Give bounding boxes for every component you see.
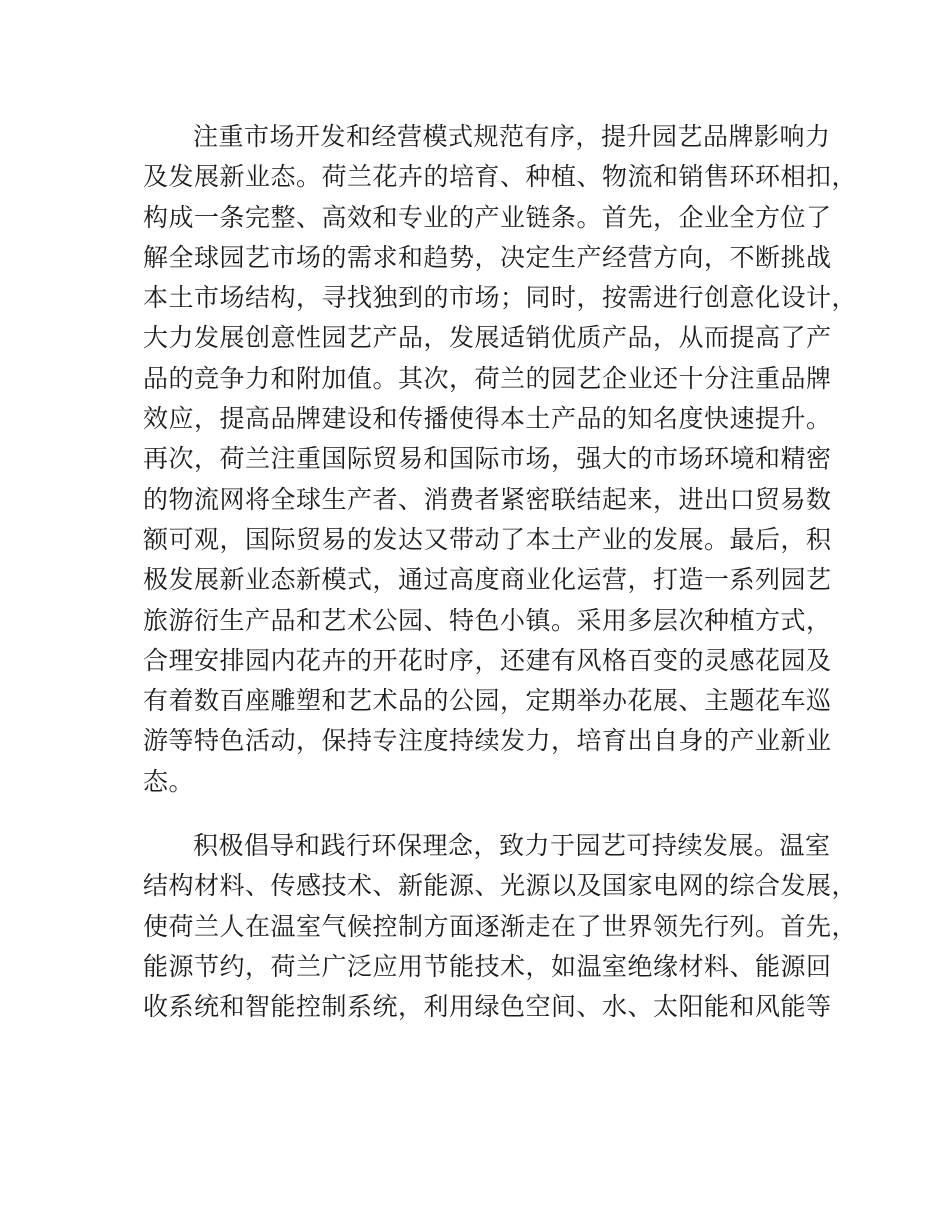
text-line: 的物流网将全球生产者、消费者紧密联结起来，进出口贸易数: [143, 484, 832, 514]
text-line: 有着数百座雕塑和艺术品的公园，定期举办花展、主题花车巡: [143, 686, 832, 716]
paragraph-market-development: [143, 117, 858, 802]
text-line: 旅游衍生产品和艺术公园、特色小镇。采用多层次种植方式，: [143, 605, 832, 635]
text-line: 解全球园艺市场的需求和趋势，决定生产经营方向，不断挑战: [143, 242, 832, 272]
text-line: 效应，提高品牌建设和传播使得本土产品的知名度快速提升。: [143, 404, 832, 434]
text-line: 使荷兰人在温室气候控制方面逐渐走在了世界领先行列。首先，: [143, 911, 858, 941]
text-line: 合理安排园内花卉的开花时序，还建有风格百变的灵感花园及: [143, 645, 832, 675]
text-line: 积极倡导和践行环保理念，致力于园艺可持续发展。温室: [193, 831, 831, 861]
text-line: 极发展新业态新模式，通过高度商业化运营，打造一系列园艺: [143, 565, 832, 595]
document-body: [143, 117, 858, 1028]
text-line: 结构材料、传感技术、新能源、光源以及国家电网的综合发展，: [143, 871, 858, 901]
text-line: 额可观，国际贸易的发达又带动了本土产业的发展。最后，积: [143, 524, 832, 554]
text-line: 品的竞争力和附加值。其次，荷兰的园艺企业还十分注重品牌: [143, 363, 832, 393]
text-line: 态。: [143, 766, 195, 796]
text-line: 能源节约，荷兰广泛应用节能技术，如温室绝缘材料、能源回: [143, 951, 832, 981]
text-line: 再次，荷兰注重国际贸易和国际市场，强大的市场环境和精密: [143, 444, 832, 474]
text-line: 注重市场开发和经营模式规范有序，提升园艺品牌影响力: [193, 122, 831, 151]
text-line: 游等特色活动，保持专注度持续发力，培育出自身的产业新业: [143, 726, 832, 756]
text-line: 大力发展创意性园艺产品，发展适销优质产品，从而提高了产: [143, 323, 832, 353]
paragraph-environmental-protection: [143, 826, 858, 1027]
text-line: 及发展新业态。荷兰花卉的培育、种植、物流和销售环环相扣，: [143, 162, 858, 192]
text-line: 构成一条完整、高效和专业的产业链条。首先，企业全方位了: [143, 202, 832, 232]
text-line: 收系统和智能控制系统，利用绿色空间、水、太阳能和风能等: [143, 992, 832, 1022]
text-line: 本土市场结构，寻找独到的市场；同时，按需进行创意化设计，: [143, 283, 858, 313]
